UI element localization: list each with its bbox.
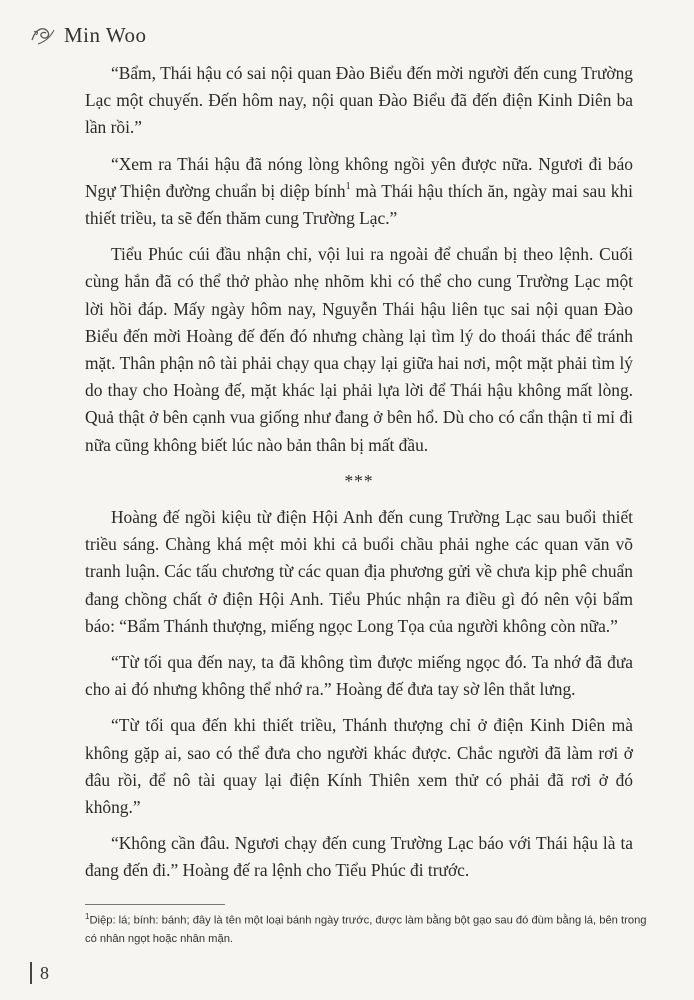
paragraph: “Bẩm, Thái hậu có sai nội quan Đào Biểu đến mời người đến cung Trường Lạc một chuyến. Đến hôm nay, nội quan Đào Biểu đã đến điện Kinh Diên ba lần rồi.”: [85, 63, 633, 138]
footnote: [85, 908, 655, 948]
footnote-text: Diệp: lá; bính: bánh; đây là tên một loại bánh ngày trước, được làm bằng bột gạo sau đó đùm bằng lá, bên trong có nhân ngọt hoặc nhân mặn.: [85, 914, 647, 945]
paragraph: Hoàng đế ngồi kiệu từ điện Hội Anh đến cung Trường Lạc sau buổi thiết triều sáng. Chàng khá mệt mỏi khi cả buổi chầu phải nghe các quan văn võ tranh luận. Các tấu chương từ các quan địa phương gửi về chưa kịp phê chuẩn đang chồng chất ở điện Hội Anh. Tiểu Phúc nhận ra điều gì đó nên vội bẩm báo: “Bẩm Thánh thượng, miếng ngọc Long Tọa của người không còn nữa.”: [85, 507, 633, 636]
section-separator: ***: [344, 470, 374, 491]
running-header: [28, 20, 147, 50]
flourish-icon: [28, 20, 58, 50]
paragraph: “Không cần đâu. Ngươi chạy đến cung Trường Lạc báo với Thái hậu là ta đang đến đi.” Hoàng đế ra lệnh cho Tiểu Phúc đi trước.: [85, 833, 633, 881]
paragraph: [85, 151, 633, 233]
footnote-divider: [85, 904, 225, 905]
footnote-number: 1: [85, 912, 90, 921]
paragraph: Tiểu Phúc cúi đầu nhận chỉ, vội lui ra ngoài để chuẩn bị theo lệnh. Cuối cùng hắn đã có thể thở phào nhẹ nhõm khi có thể cho cung Trường Lạc một lời hồi đáp. Mấy ngày hôm nay, Nguyễn Thái hậu liên tục sai nội quan Đào Biểu đến mời Hoàng đế đến đó nhưng chàng lại tìm lý do thoái thác để tránh mặt. Thân phận nô tài phải chạy qua chạy lại giữa hai nơi, một mặt phải tìm lý do thay cho Hoàng đế, mặt khác lại phải lựa lời để Thái hậu không mất lòng. Quả thật ở bên cạnh vua giống như đang ở bên hổ. Dù cho có cẩn thận tỉ mỉ đi nữa cũng không biết lúc nào bản thân bị mất đầu.: [85, 244, 633, 455]
paragraph-text: “Xem ra Thái hậu đã nóng lòng không ngồi yên được nữa. Ngươi đi báo Ngự Thiện đường chuẩn bị diệp bính: [85, 153, 633, 201]
footnote-reference: 1: [345, 181, 351, 193]
book-author: Min Woo: [64, 22, 147, 47]
folio: [30, 962, 49, 984]
folio-bar: [30, 962, 32, 984]
paragraph: “Từ tối qua đến nay, ta đã không tìm được miếng ngọc đó. Ta nhớ đã đưa cho ai đó nhưng không thể nhớ ra.” Hoàng đế đưa tay sờ lên thắt lưng.: [85, 652, 633, 700]
page-body: [85, 60, 633, 894]
paragraph-text: mà Thái hậu thích ăn, ngày mai sau khi thiết triều, ta sẽ đến thăm cung Trường Lạc.”: [85, 180, 633, 229]
page-number: 8: [40, 962, 49, 983]
paragraph: “Từ tối qua đến khi thiết triều, Thánh thượng chỉ ở điện Kinh Diên mà không gặp ai, sao có thể đưa cho người khác được. Chắc người đã làm rơi ở đâu rồi, để nô tài quay lại điện Kính Thiên xem thử có phải đã rơi ở đó không.”: [85, 715, 633, 818]
